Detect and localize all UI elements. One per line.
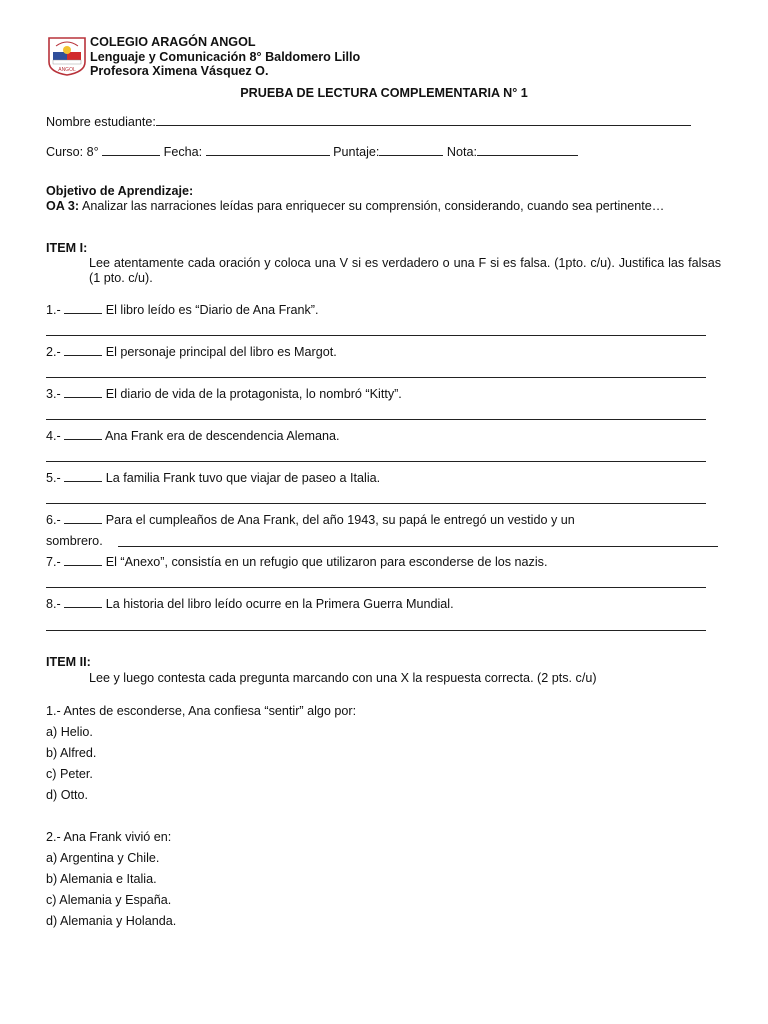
item1-instruction: Lee atentamente cada oración y coloca una V si es verdadero o una F si es falsa. (1pto. c/u). Justifica las falsas (1 pto. c/u). [89, 256, 721, 285]
oa-label: OA 3: [46, 199, 80, 213]
justify-line-5[interactable] [46, 503, 706, 504]
vf-question-5: 5.- La familia Frank tuvo que viajar de paseo a Italia. [46, 471, 381, 485]
item1-heading: ITEM I: [46, 241, 88, 255]
justify-line-8[interactable] [46, 630, 706, 631]
date-blank[interactable] [206, 145, 330, 156]
item2-instruction: Lee y luego contesta cada pregunta marcando con una X la respuesta correcta. (2 pts. c/u) [89, 671, 597, 685]
vf-question-6: 6.- Para el cumpleaños de Ana Frank, del año 1943, su papá le entregó un vestido y un [46, 513, 575, 527]
justify-line-7[interactable] [46, 587, 706, 588]
grade-blank[interactable] [477, 145, 578, 156]
vf-question-8: 8.- La historia del libro leído ocurre en la Primera Guerra Mundial. [46, 597, 454, 611]
vf-question-7: 7.- El “Anexo”, consistía en un refugio que utilizaron para esconderse de los nazis. [46, 555, 548, 569]
justify-line-3[interactable] [46, 419, 706, 420]
vf-answer-blank-8[interactable] [64, 597, 102, 608]
score-blank[interactable] [379, 145, 443, 156]
vf-question-6-cont: sombrero. [46, 534, 103, 548]
oa-description: Analizar las narraciones leídas para enriquecer su comprensión, considerando, cuando sea pertinente… [81, 199, 665, 213]
student-name-blank[interactable] [156, 115, 691, 126]
mc-option[interactable]: b) Alemania e Italia. [46, 872, 157, 886]
justify-line-6[interactable] [118, 546, 718, 547]
mc-option[interactable]: d) Otto. [46, 788, 88, 802]
vf-answer-blank-7[interactable] [64, 555, 102, 566]
vf-answer-blank-2[interactable] [64, 345, 102, 356]
course-label: Curso: 8° [46, 145, 99, 159]
score-label: Puntaje: [333, 145, 380, 159]
mc-option[interactable]: b) Alfred. [46, 746, 97, 760]
justify-line-4[interactable] [46, 461, 706, 462]
vf-answer-blank-6[interactable] [64, 513, 102, 524]
vf-answer-blank-3[interactable] [64, 387, 102, 398]
item2-heading: ITEM II: [46, 655, 91, 669]
student-name-field[interactable] [46, 115, 691, 129]
objective-text [46, 199, 721, 214]
vf-question-3: 3.- El diario de vida de la protagonista, lo nombró “Kitty”. [46, 387, 402, 401]
subject-line: Lenguaje y Comunicación 8° Baldomero Lillo [90, 49, 361, 64]
mc-question-2: 2.- Ana Frank vivió en: [46, 830, 172, 844]
grade-label: Nota: [446, 145, 477, 159]
school-logo-icon [46, 36, 88, 76]
mc-option[interactable]: a) Argentina y Chile. [46, 851, 160, 865]
vf-answer-blank-5[interactable] [64, 471, 102, 482]
page-title: PRUEBA DE LECTURA COMPLEMENTARIA N° 1 [240, 86, 528, 100]
teacher-line: Profesora Ximena Vásquez O. [90, 64, 269, 78]
course-info-row [46, 145, 578, 159]
mc-option[interactable]: c) Alemania y España. [46, 893, 172, 907]
objective-heading: Objetivo de Aprendizaje: [46, 184, 194, 198]
mc-option[interactable]: a) Helio. [46, 725, 93, 739]
vf-answer-blank-1[interactable] [64, 303, 102, 314]
student-name-label: Nombre estudiante: [46, 115, 156, 129]
justify-line-1[interactable] [46, 335, 706, 336]
vf-question-4: 4.- Ana Frank era de descendencia Alemana. [46, 429, 340, 443]
mc-option[interactable]: d) Alemania y Holanda. [46, 914, 177, 928]
justify-line-2[interactable] [46, 377, 706, 378]
school-name: COLEGIO ARAGÓN ANGOL [90, 35, 256, 49]
vf-answer-blank-4[interactable] [64, 429, 102, 440]
school-header [90, 35, 360, 79]
mc-option[interactable]: c) Peter. [46, 767, 93, 781]
course-blank[interactable] [102, 145, 160, 156]
vf-question-2: 2.- El personaje principal del libro es Margot. [46, 345, 337, 359]
vf-question-1: 1.- El libro leído es “Diario de Ana Frank”. [46, 303, 319, 317]
svg-text:ANGOL: ANGOL [58, 67, 76, 73]
date-label: Fecha: [163, 145, 203, 159]
mc-question-1: 1.- Antes de esconderse, Ana confiesa “sentir” algo por: [46, 704, 357, 718]
